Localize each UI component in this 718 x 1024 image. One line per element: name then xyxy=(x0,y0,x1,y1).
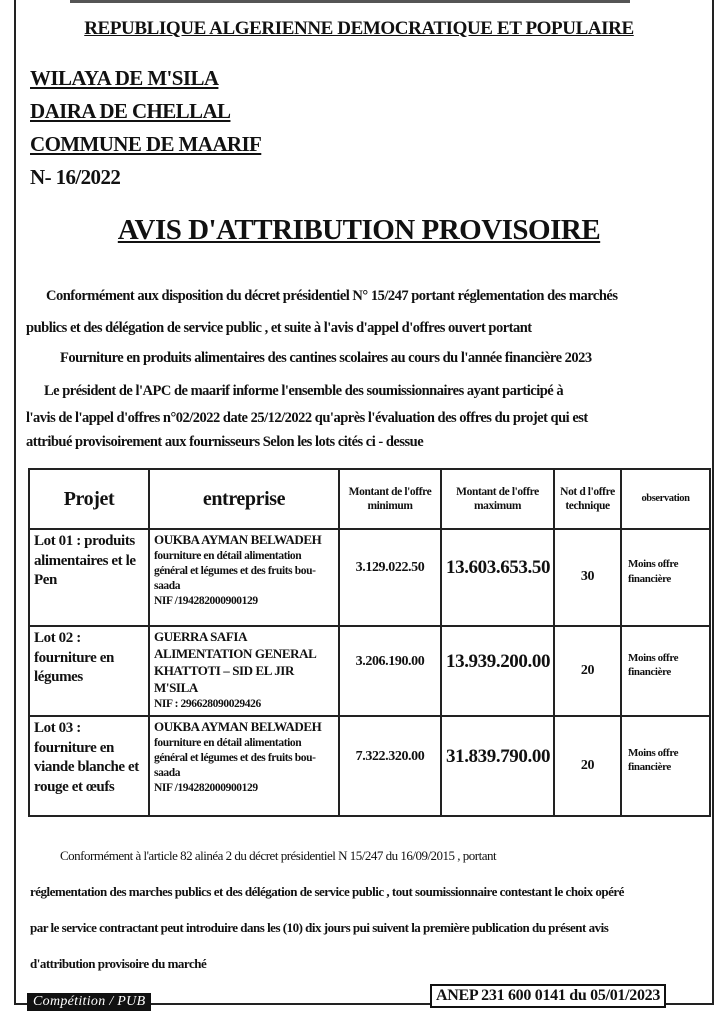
cell-obs: Moins offre financière xyxy=(621,716,710,816)
company-nif: NIF : 296628090029426 xyxy=(154,697,261,710)
col-min: Montant de l'offre minimum xyxy=(339,469,441,529)
cell-obs: Moins offre financière xyxy=(621,529,710,626)
footer-line: d'attribution provisoire du marché xyxy=(30,956,207,971)
company-details: fourniture en détail alimentation général et légumes et des fruits bou-saada xyxy=(154,736,316,779)
col-note: Not d l'offre technique xyxy=(554,469,621,529)
cell-projet: Lot 02 : fourniture en légumes xyxy=(29,626,149,716)
company-details: ALIMENTATION GENERAL KHATTOTI – SID EL JIR M'SILA xyxy=(154,645,316,695)
table-row xyxy=(29,716,710,816)
cell-min: 3.129.022.50 xyxy=(339,529,441,626)
intro-subject: Fourniture en produits alimentaires des cantines scolaires au cours du l'année financière 2023 xyxy=(60,350,592,366)
cell-obs: Moins offre financière xyxy=(621,626,710,716)
cell-max: 13.603.653.50 xyxy=(441,529,554,626)
cell-max: 13.939.200.00 xyxy=(441,626,554,716)
col-max: Montant de l'offre maximum xyxy=(441,469,554,529)
republic-header: REPUBLIQUE ALGERIENNE DEMOCRATIQUE ET POPULAIRE xyxy=(84,18,634,39)
company-name: GUERRA SAFIA xyxy=(154,629,248,644)
company-nif: NIF /194282000900129 xyxy=(154,594,258,607)
cell-max: 31.839.790.00 xyxy=(441,716,554,816)
company-name: OUKBA AYMAN BELWADEH xyxy=(154,532,322,547)
page-title: AVIS D'ATTRIBUTION PROVISOIRE xyxy=(117,214,601,246)
cell-entreprise xyxy=(149,529,339,626)
commune: COMMUNE DE MAARIF xyxy=(30,132,262,156)
notice-number: N- 16/2022 xyxy=(30,165,121,189)
cell-note: 20 xyxy=(554,716,621,816)
wilaya: WILAYA DE M'SILA xyxy=(30,66,219,90)
intro-line: Conformément aux disposition du décret présidentiel N° 15/247 portant réglementation des marchés xyxy=(46,288,618,304)
col-entreprise: entreprise xyxy=(149,469,339,529)
col-obs: observation xyxy=(621,469,710,529)
footer-line: réglementation des marches publics et des délégation de service public , tout soumissionnaire contestant le choix opéré xyxy=(30,884,624,899)
company-details: fourniture en détail alimentation général et légumes et des fruits bou-saada xyxy=(154,549,316,592)
cell-note: 20 xyxy=(554,626,621,716)
company-name: OUKBA AYMAN BELWADEH xyxy=(154,719,322,734)
intro-line: attribué provisoirement aux fournisseurs Selon les lots cités ci - dessue xyxy=(26,434,424,450)
intro-line: publics et des délégation de service public , et suite à l'avis d'appel d'offres ouvert portant xyxy=(26,320,532,336)
table-header-row xyxy=(29,469,710,529)
cell-min: 7.322.320.00 xyxy=(339,716,441,816)
intro-line: l'avis de l'appel d'offres n°02/2022 date 25/12/2022 qu'après l'évaluation des offres du projet qui est xyxy=(26,410,588,426)
intro-line: Le président de l'APC de maarif informe l'ensemble des soumissionnaires ayant participé à xyxy=(44,383,564,399)
attribution-table xyxy=(28,468,711,817)
anep-reference: ANEP 231 600 0141 du 05/01/2023 xyxy=(430,984,666,1008)
cell-projet: Lot 01 : produits alimentaires et le Pen xyxy=(29,529,149,626)
cell-entreprise xyxy=(149,716,339,816)
company-nif: NIF /194282000900129 xyxy=(154,781,258,794)
col-projet: Projet xyxy=(29,469,149,529)
daira: DAIRA DE CHELLAL xyxy=(30,99,231,123)
cell-min: 3.206.190.00 xyxy=(339,626,441,716)
cell-entreprise xyxy=(149,626,339,716)
table-row xyxy=(29,626,710,716)
footer-line: Conformément à l'article 82 alinéa 2 du décret présidentiel N 15/247 du 16/09/2015 , portant xyxy=(60,848,497,863)
footer-line: par le service contractant peut introduire dans les (10) dix jours pui suivent la première publication du présent avis xyxy=(30,920,609,935)
competition-tag: Compétition / PUB xyxy=(27,993,151,1011)
cell-projet: Lot 03 : fourniture en viande blanche et rouge et œufs xyxy=(29,716,149,816)
cell-note: 30 xyxy=(554,529,621,626)
table-row xyxy=(29,529,710,626)
